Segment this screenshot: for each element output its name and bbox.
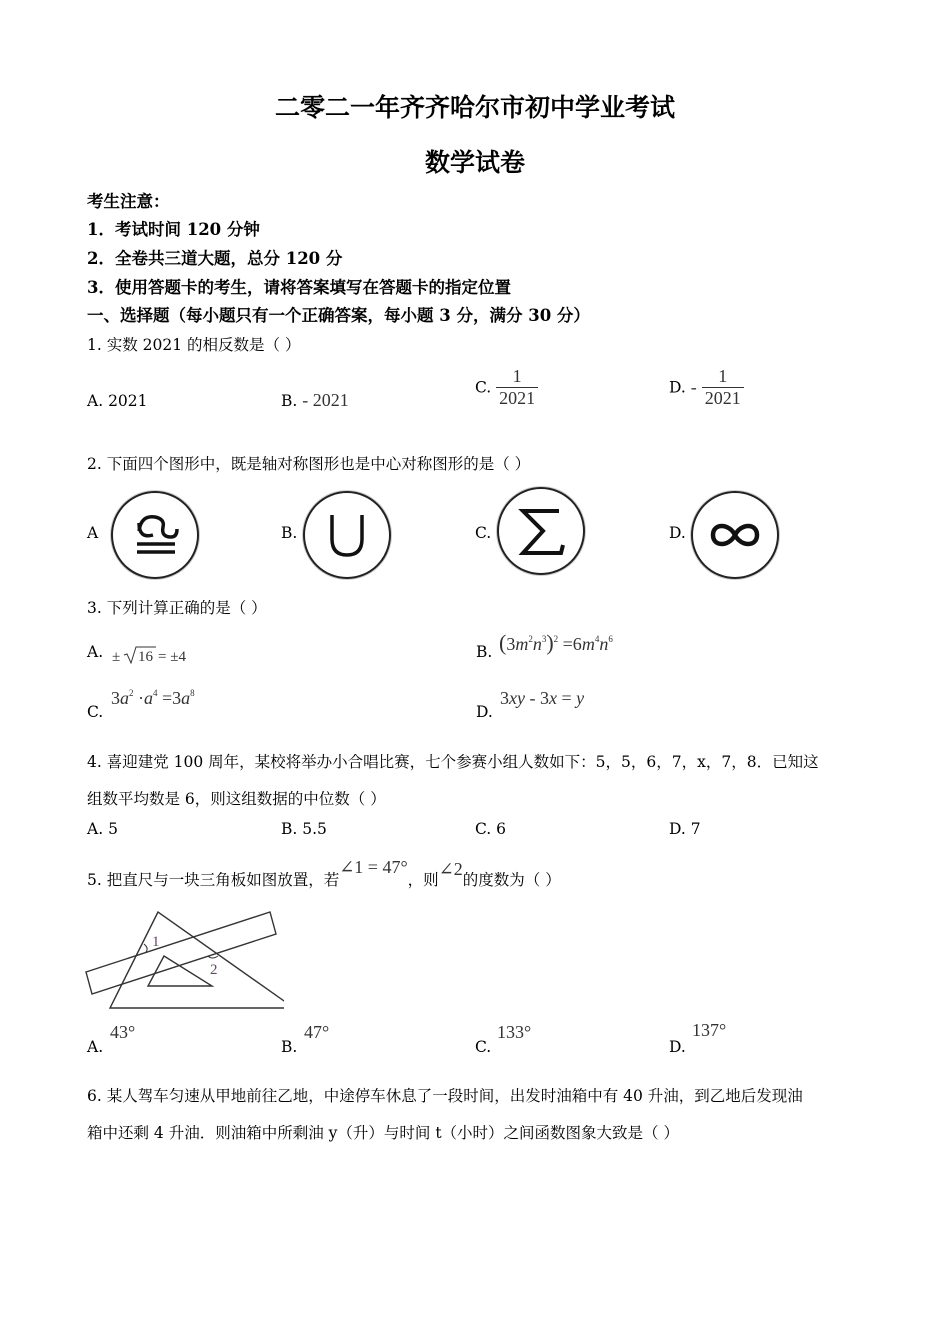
q3-a-label: A.	[87, 643, 104, 661]
q5-c-value: 133°	[497, 1022, 532, 1042]
q2-option-b-image	[303, 491, 391, 579]
union-symbol-icon	[305, 493, 389, 577]
q5-a-value: 43°	[110, 1022, 136, 1042]
q4-option-d	[669, 820, 701, 838]
q5-angle-equation: ∠1 = 47°	[339, 857, 408, 877]
section-heading: 一、选择题（每小题只有一个正确答案，每小题 3 分，满分 30 分）	[87, 306, 590, 325]
q2-b-label: B.	[281, 524, 298, 542]
q3-d-formula: 3xy - 3x = y	[500, 688, 585, 708]
q5-stem	[87, 857, 561, 890]
notice-item-3: 3．使用答题卡的考生，请将答案填写在答题卡的指定位置	[87, 278, 511, 297]
q1-option-a	[87, 392, 148, 410]
q1-c-label: C.	[475, 378, 492, 397]
q5-stem-pre: 5. 把直尺与一块三角板如图放置，若	[87, 871, 340, 889]
ruler	[86, 912, 276, 994]
q3-c-label: C.	[87, 703, 104, 721]
q5-figure	[84, 908, 284, 1016]
q4-a-label: A.	[87, 820, 104, 838]
q4-stem-line1: 4. 喜迎建党 100 周年，某校将举办小合唱比赛，七个参赛小组人数如下：5，5，6，7，x，7，8．已知这	[87, 753, 819, 771]
q3-d-label: D.	[476, 703, 493, 721]
q3-stem: 3. 下列计算正确的是（ ）	[87, 599, 267, 617]
q5-stem-post: 的度数为（ ）	[462, 871, 561, 889]
q1-a-label: A.	[87, 392, 104, 410]
ruler-triangle-figure	[84, 908, 284, 1012]
q1-b-value: - 2021	[302, 390, 349, 410]
figure-label-2: 2	[210, 962, 218, 978]
q3-a-math	[112, 643, 192, 669]
sigma-symbol-icon	[499, 489, 583, 573]
q2-option-a-image	[111, 491, 199, 579]
q1-d-label: D.	[669, 378, 686, 397]
q3-c-formula: $3a^2 \cdot a^4 =3a^8$	[111, 688, 195, 708]
q5-d-value: 137°	[692, 1020, 727, 1040]
q1-b-label: B.	[281, 392, 298, 410]
q1-option-d	[669, 366, 744, 409]
q4-option-b	[281, 820, 327, 838]
q4-b-label: B.	[281, 820, 298, 838]
q1-option-c	[475, 366, 538, 409]
exam-title: 二零二一年齐齐哈尔市初中学业考试	[274, 93, 675, 122]
q1-c-numerator: 1	[512, 366, 522, 386]
triangle-inner	[148, 956, 212, 986]
notice-item-2: 2．全卷共三道大题，总分 120 分	[87, 249, 343, 268]
q6-stem-line2: 箱中还剩 4 升油．则油箱中所剩油 y（升）与时间 t（小时）之间函数图象大致是（ ）	[87, 1124, 679, 1142]
approx-equal-symbol-icon	[113, 493, 197, 577]
q2-a-label: A	[87, 524, 99, 542]
q1-d-fraction	[702, 366, 744, 409]
q2-c-label: C.	[475, 524, 492, 542]
exam-subtitle: 数学试卷	[424, 148, 525, 177]
q4-b-value: 5.5	[302, 820, 327, 838]
q1-a-value: 2021	[108, 392, 148, 410]
q1-d-numerator: 1	[718, 366, 728, 386]
infinity-symbol-icon	[693, 493, 777, 577]
q2-d-label: D.	[669, 524, 686, 542]
q5-d-label: D.	[669, 1038, 686, 1056]
q5-b-label: B.	[281, 1038, 298, 1056]
q2-option-d-image	[691, 491, 779, 579]
q4-d-value: 7	[690, 820, 701, 838]
figure-label-1: 1	[152, 934, 160, 950]
svg-text:±: ±	[112, 649, 121, 665]
svg-text:= ±4: = ±4	[158, 649, 186, 665]
q5-stem-mid: ，则	[407, 871, 439, 889]
q1-option-b	[281, 390, 349, 411]
q1-c-fraction	[496, 366, 538, 409]
notice-item-1: 1．考试时间 120 分钟	[87, 220, 260, 239]
q1-c-denominator: 2021	[496, 387, 538, 409]
q4-option-a	[87, 820, 118, 838]
q3-a-formula	[112, 643, 192, 673]
notice-heading: 考生注意：	[87, 192, 170, 211]
q4-a-value: 5	[108, 820, 118, 838]
q3-b-label: B.	[476, 643, 493, 661]
q5-a-label: A.	[87, 1038, 104, 1056]
q5-c-label: C.	[475, 1038, 492, 1056]
svg-text:16: 16	[138, 649, 153, 665]
q4-d-label: D.	[669, 820, 686, 838]
q1-d-denominator: 2021	[702, 387, 744, 409]
q1-d-sign: -	[690, 377, 697, 397]
q5-b-value: 47°	[304, 1022, 330, 1042]
q4-c-label: C.	[475, 820, 492, 838]
q3-b-formula: $(3m^2n^3)^2 =6m^4n^6$	[499, 630, 613, 655]
q4-option-c	[475, 820, 506, 838]
q4-c-value: 6	[496, 820, 507, 838]
q5-angle-2: ∠2	[438, 859, 463, 879]
q2-option-c-image	[497, 487, 585, 575]
q1-stem: 1. 实数 2021 的相反数是（ ）	[87, 336, 301, 354]
q2-stem: 2. 下面四个图形中，既是轴对称图形也是中心对称图形的是（ ）	[87, 455, 531, 473]
q6-stem-line1: 6. 某人驾车匀速从甲地前往乙地，中途停车休息了一段时间，出发时油箱中有 40 升油，到乙地后发现油	[87, 1087, 803, 1105]
q4-stem-line2: 组数平均数是 6，则这组数据的中位数（ ）	[87, 790, 386, 808]
